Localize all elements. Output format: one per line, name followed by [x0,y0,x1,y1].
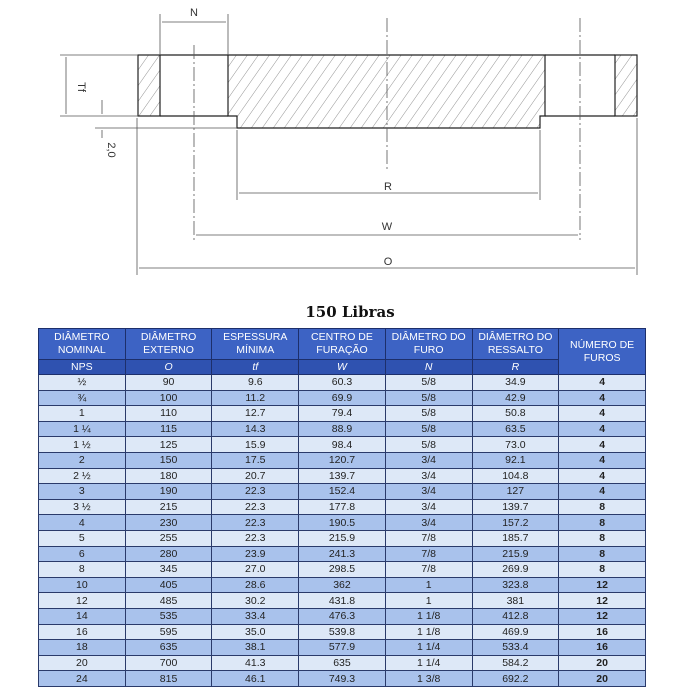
table-cell: 269.9 [472,562,559,578]
table-cell: 298.5 [299,562,386,578]
table-cell: 595 [125,624,212,640]
table-cell: 22.3 [212,499,299,515]
flange-dimensions-table [38,328,646,687]
table-cell: 8 [39,562,126,578]
table-cell: 41.3 [212,655,299,671]
table-cell: 63.5 [472,421,559,437]
table-cell: 1 1/4 [385,655,472,671]
table-cell: 635 [299,655,386,671]
table-cell: 6 [39,546,126,562]
table-row [39,390,646,406]
table-cell: 4 [39,515,126,531]
table-cell: 230 [125,515,212,531]
table-cell: 9.6 [212,375,299,391]
table-cell: 12.7 [212,406,299,422]
table-cell: 1 [385,593,472,609]
table-cell: 345 [125,562,212,578]
table-cell: 2 ½ [39,468,126,484]
table-cell: 16 [39,624,126,640]
table-cell: 38.1 [212,640,299,656]
table-cell: 10 [39,577,126,593]
table-cell: 1 1/8 [385,624,472,640]
table-cell: 152.4 [299,484,386,500]
symbol-tf: tf [212,360,299,375]
table-cell: 22.3 [212,515,299,531]
table-cell: 60.3 [299,375,386,391]
header-bolt-circle: CENTRO DE FURAÇÃO [299,329,386,360]
table-cell: 215 [125,499,212,515]
table-cell: 16 [559,624,646,640]
table-cell: 692.2 [472,671,559,687]
table-cell: 20 [559,671,646,687]
table-cell: 3 ½ [39,499,126,515]
table-row [39,577,646,593]
table-cell: 20.7 [212,468,299,484]
table-cell: 4 [559,452,646,468]
table-cell: 14 [39,608,126,624]
header-raised-face: DIÂMETRO DO RESSALTO [472,329,559,360]
table-cell: 12 [559,577,646,593]
table-cell: 4 [559,484,646,500]
table-row [39,546,646,562]
table-cell: 533.4 [472,640,559,656]
table-cell: 1 ¼ [39,421,126,437]
table-cell: 30.2 [212,593,299,609]
table-cell: 405 [125,577,212,593]
table-row [39,655,646,671]
table-cell: 7/8 [385,530,472,546]
table-cell: 469.9 [472,624,559,640]
table-cell: 3 [39,484,126,500]
table-row [39,624,646,640]
table-row [39,375,646,391]
table-row [39,406,646,422]
table-cell: 8 [559,546,646,562]
table-cell: 535 [125,608,212,624]
table-cell: 125 [125,437,212,453]
table-cell: 33.4 [212,608,299,624]
symbol-r: R [472,360,559,375]
table-cell: 8 [559,530,646,546]
table-cell: 35.0 [212,624,299,640]
label-raised-face: 2,0 [105,142,117,158]
table-cell: 577.9 [299,640,386,656]
table-cell: 1 [39,406,126,422]
symbol-w: W [299,360,386,375]
table-cell: 7/8 [385,546,472,562]
table-cell: 8 [559,515,646,531]
table-row [39,499,646,515]
table-cell: 15.9 [212,437,299,453]
table-cell: 5/8 [385,375,472,391]
table-row [39,640,646,656]
header-thickness: ESPESSURA MÍNIMA [212,329,299,360]
table-cell: 14.3 [212,421,299,437]
table-cell: 1 ½ [39,437,126,453]
symbol-nps: NPS [39,360,126,375]
table-cell: 12 [559,608,646,624]
table-cell: 12 [559,593,646,609]
table-cell: 98.4 [299,437,386,453]
table-row [39,421,646,437]
table-cell: 177.8 [299,499,386,515]
dimension-lines [60,14,637,275]
table-cell: 139.7 [472,499,559,515]
table-cell: 4 [559,390,646,406]
table-cell: 110 [125,406,212,422]
symbol-o: O [125,360,212,375]
table-cell: 69.9 [299,390,386,406]
table-row [39,530,646,546]
table-cell: 431.8 [299,593,386,609]
table-cell: 635 [125,640,212,656]
table-cell: 215.9 [299,530,386,546]
flange-section [138,55,637,128]
label-w: W [381,221,393,233]
table-cell: 11.2 [212,390,299,406]
table-cell: 412.8 [472,608,559,624]
table-cell: 1 1/8 [385,608,472,624]
table-cell: 1 1/4 [385,640,472,656]
table-row [39,452,646,468]
table-cell: 18 [39,640,126,656]
table-row [39,562,646,578]
table-cell: 24 [39,671,126,687]
table-cell: 79.4 [299,406,386,422]
table-cell: 241.3 [299,546,386,562]
table-cell: 5/8 [385,437,472,453]
table-cell: 46.1 [212,671,299,687]
symbol-n: N [385,360,472,375]
table-cell: 157.2 [472,515,559,531]
table-cell: 3/4 [385,515,472,531]
table-cell: 20 [559,655,646,671]
table-cell: 17.5 [212,452,299,468]
table-cell: 104.8 [472,468,559,484]
table-title: 150 Libras [305,303,395,321]
table-cell: 381 [472,593,559,609]
table-row [39,608,646,624]
header-nominal: DIÂMETRO NOMINAL [39,329,126,360]
table-cell: ¾ [39,390,126,406]
table-cell: 27.0 [212,562,299,578]
table-cell: 485 [125,593,212,609]
table-cell: 4 [559,468,646,484]
table-cell: 23.9 [212,546,299,562]
label-n: N [190,7,198,19]
label-tf: Tf [75,82,87,92]
table-cell: 50.8 [472,406,559,422]
table-cell: 190 [125,484,212,500]
table-cell: 476.3 [299,608,386,624]
table-cell: 8 [559,562,646,578]
table-cell: 4 [559,437,646,453]
table-row [39,671,646,687]
table-cell: 584.2 [472,655,559,671]
table-row [39,515,646,531]
table-cell: 3/4 [385,468,472,484]
table-cell: 120.7 [299,452,386,468]
table-cell: 1 [385,577,472,593]
table-cell: 1 3/8 [385,671,472,687]
table-cell: 90 [125,375,212,391]
table-cell: 180 [125,468,212,484]
table-cell: 8 [559,499,646,515]
table-cell: 190.5 [299,515,386,531]
table-cell: 88.9 [299,421,386,437]
table-cell: 5/8 [385,390,472,406]
flange-drawing [0,0,700,290]
table-cell: 150 [125,452,212,468]
table-cell: 215.9 [472,546,559,562]
table-cell: 92.1 [472,452,559,468]
table-cell: 20 [39,655,126,671]
table-row [39,468,646,484]
table-cell: 100 [125,390,212,406]
table-cell: 4 [559,406,646,422]
table-cell: 3/4 [385,452,472,468]
table-cell: 323.8 [472,577,559,593]
table-cell: 749.3 [299,671,386,687]
table-cell: 280 [125,546,212,562]
header-external: DIÂMETRO EXTERNO [125,329,212,360]
table-cell: 127 [472,484,559,500]
header-holes-count: NÚMERO DE FUROS [559,329,646,375]
label-o: O [383,256,393,268]
table-cell: 22.3 [212,484,299,500]
table-cell: 4 [559,421,646,437]
table-cell: 815 [125,671,212,687]
table-cell: 185.7 [472,530,559,546]
table-cell: 5 [39,530,126,546]
table-cell: 42.9 [472,390,559,406]
table-row [39,593,646,609]
table-cell: 7/8 [385,562,472,578]
table-cell: 2 [39,452,126,468]
table-cell: 539.8 [299,624,386,640]
table-cell: 362 [299,577,386,593]
table-row [39,484,646,500]
table-cell: 22.3 [212,530,299,546]
table-cell: 73.0 [472,437,559,453]
table-cell: 4 [559,375,646,391]
table-cell: 28.6 [212,577,299,593]
header-hole: DIÂMETRO DO FURO [385,329,472,360]
table-cell: 255 [125,530,212,546]
table-cell: 5/8 [385,421,472,437]
table-cell: 12 [39,593,126,609]
table-cell: 5/8 [385,406,472,422]
table-cell: ½ [39,375,126,391]
table-cell: 3/4 [385,499,472,515]
table-cell: 139.7 [299,468,386,484]
table-row [39,437,646,453]
table-cell: 3/4 [385,484,472,500]
table-cell: 115 [125,421,212,437]
label-r: R [384,181,392,193]
table-cell: 700 [125,655,212,671]
table-cell: 16 [559,640,646,656]
table-cell: 34.9 [472,375,559,391]
